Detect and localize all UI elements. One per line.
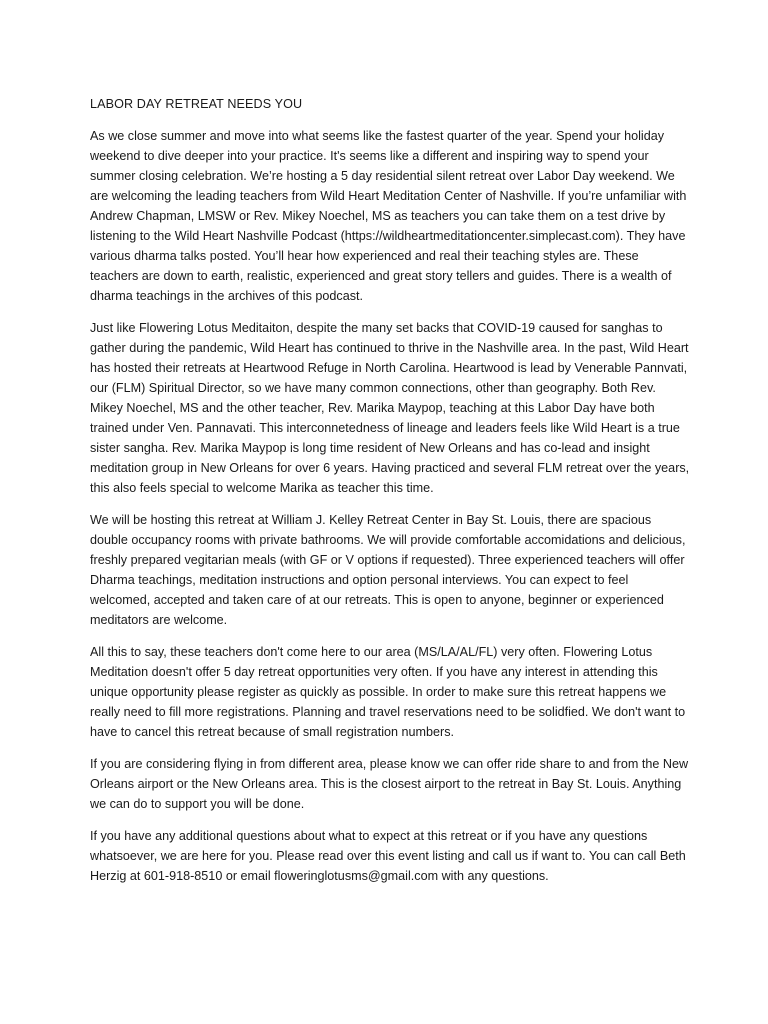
paragraph-intro: As we close summer and move into what seems like the fastest quarter of the year. Spend your holiday weekend to dive deeper into your practice. It's seems like a different and inspiring way to spend your summer closing celebration. We’re hosting a 5 day residential silent retreat over Labor Day weekend. We are welcoming the leading teachers from Wild Heart Meditation Center of Nashville. If you’re unfamiliar with Andrew Chapman, LMSW or Rev. Mikey Noechel, MS as teachers you can take them on a test drive by listening to the Wild Heart Nashville Podcast (https://wildheartmeditationcenter.simplecast.com). They have various dharma talks posted. You’ll hear how experienced and real their teaching styles are. These teachers are down to earth, realistic, experienced and great story tellers and guides. There is a wealth of dharma teachings in the archives of this podcast. [90,129,687,303]
document-title: LABOR DAY RETREAT NEEDS YOU [90,97,303,111]
paragraph-wild-heart: Just like Flowering Lotus Meditaiton, despite the many set backs that COVID-19 caused for sanghas to gather during the pandemic, Wild Heart has continued to thrive in the Nashville area. In the past, Wild Heart has hosted their retreats at Heartwood Refuge in North Carolina. Heartwood is lead by Venerable Pannvati, our (FLM) Spiritual Director, so we have many common connections, other than geography. Both Rev. Mikey Noechel, MS and the other teacher, Rev. Marika Maypop, teaching at this Labor Day have both trained under Ven. Pannavati. This interconnetedness of lineage and leaders feels like Wild Heart is a true sister sangha. Rev. Marika Maypop is long time resident of New Orleans and has co-lead and insight meditation group in New Orleans for over 6 years. Having practiced and several FLM retreat over the years, this also feels special to welcome Marika as teacher this time. [90,321,690,495]
document-page [90,94,690,898]
paragraph-travel: If you are considering flying in from different area, please know we can offer ride share to and from the New Orleans airport or the New Orleans area. This is the closest airport to the retreat in Bay St. Louis. Anything we can do to support you will be done. [90,757,689,811]
paragraph-registration: All this to say, these teachers don't come here to our area (MS/LA/AL/FL) very often. Flowering Lotus Meditation doesn't offer 5 day retreat opportunities very often. If you have any interest in attending this unique opportunity please register as quickly as possible. In order to make sure this retreat happens we really need to fill more registrations. Planning and travel reservations need to be solidfied. We don't want to have to cancel this retreat because of small registration numbers. [90,645,686,739]
paragraph-venue: We will be hosting this retreat at William J. Kelley Retreat Center in Bay St. Louis, there are spacious double occupancy rooms with private bathrooms. We will provide comfortable accomidations and delicious, freshly prepared vegitarian meals (with GF or V options if requested). Three experienced teachers will offer Dharma teachings, meditation instructions and option personal interviews. You can expect to feel welcomed, accepted and taken care of at our retreats. This is open to anyone, beginner or experienced meditators are welcome. [90,513,686,627]
paragraph-contact: If you have any additional questions about what to expect at this retreat or if you have any questions whatsoever, we are here for you. Please read over this event listing and call us if want to. You can call Beth Herzig at 601-918-8510 or email floweringlotusms@gmail.com with any questions. [90,829,686,883]
